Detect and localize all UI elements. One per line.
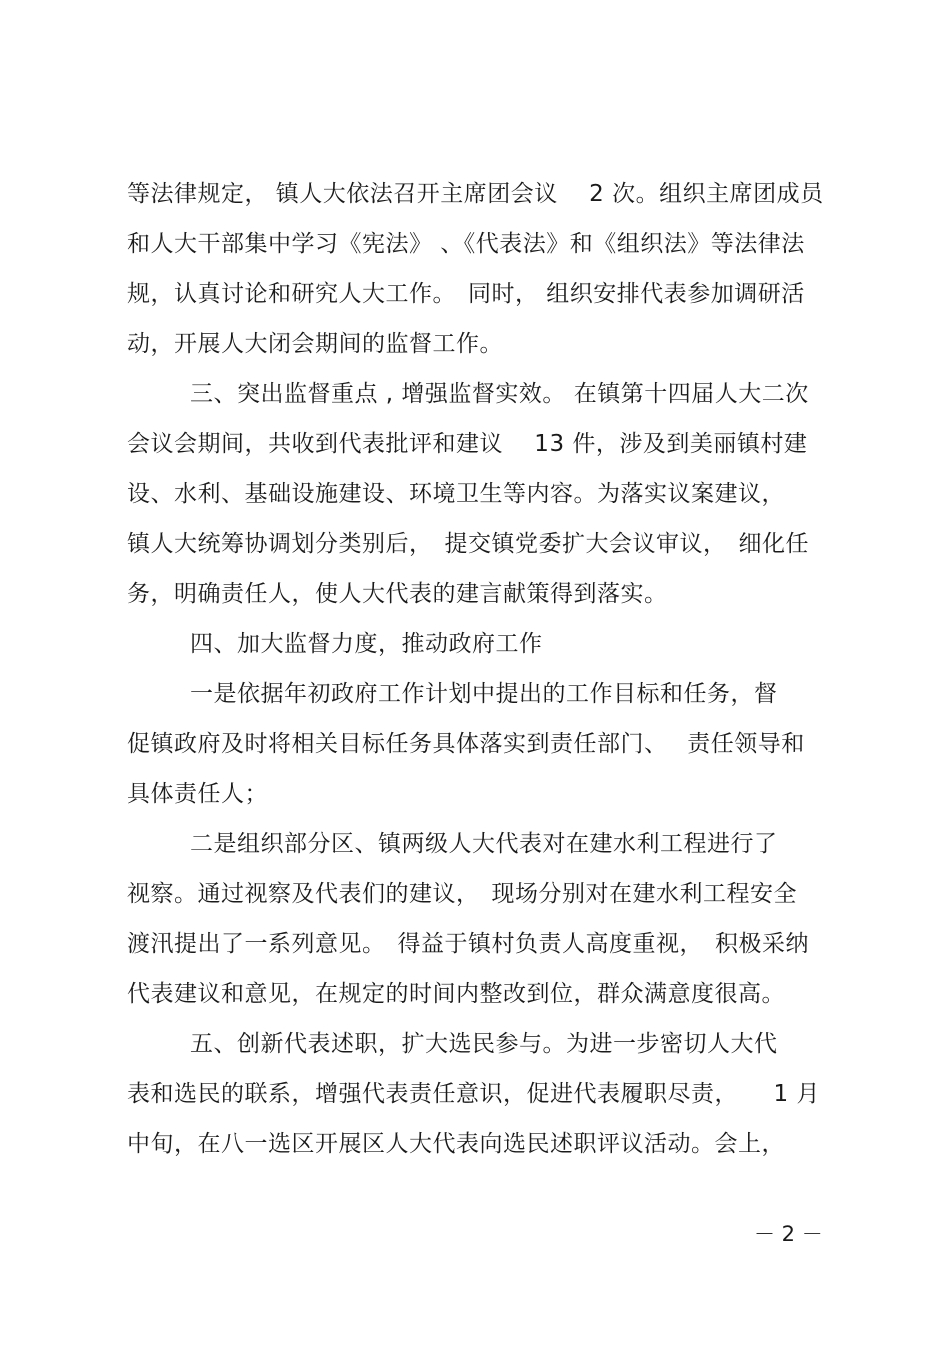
body-text-line: 和人大干部集中学习《宪法》 、《代表法》和《组织法》等法律法 [127, 231, 805, 257]
body-text-line: 等法律规定， 镇人大依法召开主席团会议 2 次。组织主席团成员 [127, 181, 824, 207]
section-heading-4: 四、加大监督力度，推动政府工作 [190, 631, 543, 657]
body-text-line: 设、水利、基础设施建设、环境卫生等内容。为落实议案建议， [127, 481, 785, 507]
section-heading-5: 五、创新代表述职，扩大选民参与。为进一步密切人大代 [190, 1031, 778, 1057]
body-text-line: 具体责任人； [127, 781, 268, 807]
body-text-line: 表和选民的联系，增强代表责任意识，促进代表履职尽责， 1 月 [127, 1081, 820, 1107]
body-text-line: 渡汛提出了一系列意见。 得益于镇村负责人高度重视， 积极采纳 [127, 931, 809, 957]
body-text-line: 促镇政府及时将相关目标任务具体落实到责任部门、 责任领导和 [127, 731, 805, 757]
body-text-line: 镇人大统筹协调划分类别后， 提交镇党委扩大会议审议， 细化任 [127, 531, 809, 557]
body-text-line: 视察。通过视察及代表们的建议， 现场分别对在建水利工程安全 [127, 881, 797, 907]
section-heading-3: 三、突出监督重点 , 增强监督实效。 在镇第十四届人大二次 [190, 381, 809, 407]
body-text-line: 二是组织部分区、镇两级人大代表对在建水利工程进行了 [190, 831, 778, 857]
body-text-line: 务，明确责任人，使人大代表的建言献策得到落实。 [127, 581, 668, 607]
body-text-line: 会议会期间，共收到代表批评和建议 13 件，涉及到美丽镇村建 [127, 431, 808, 457]
body-text-line: 规，认真讨论和研究人大工作。 同时， 组织安排代表参加调研活 [127, 281, 805, 307]
page-number: － 2 － [754, 1222, 823, 1246]
body-text-line: 代表建议和意见，在规定的时间内整改到位，群众满意度很高。 [127, 981, 785, 1007]
body-text-line: 一是依据年初政府工作计划中提出的工作目标和任务，督 [190, 681, 778, 707]
body-text-line: 动，开展人大闭会期间的监督工作。 [127, 331, 503, 357]
body-text-line: 中旬，在八一选区开展区人大代表向选民述职评议活动。会上， [127, 1131, 785, 1157]
